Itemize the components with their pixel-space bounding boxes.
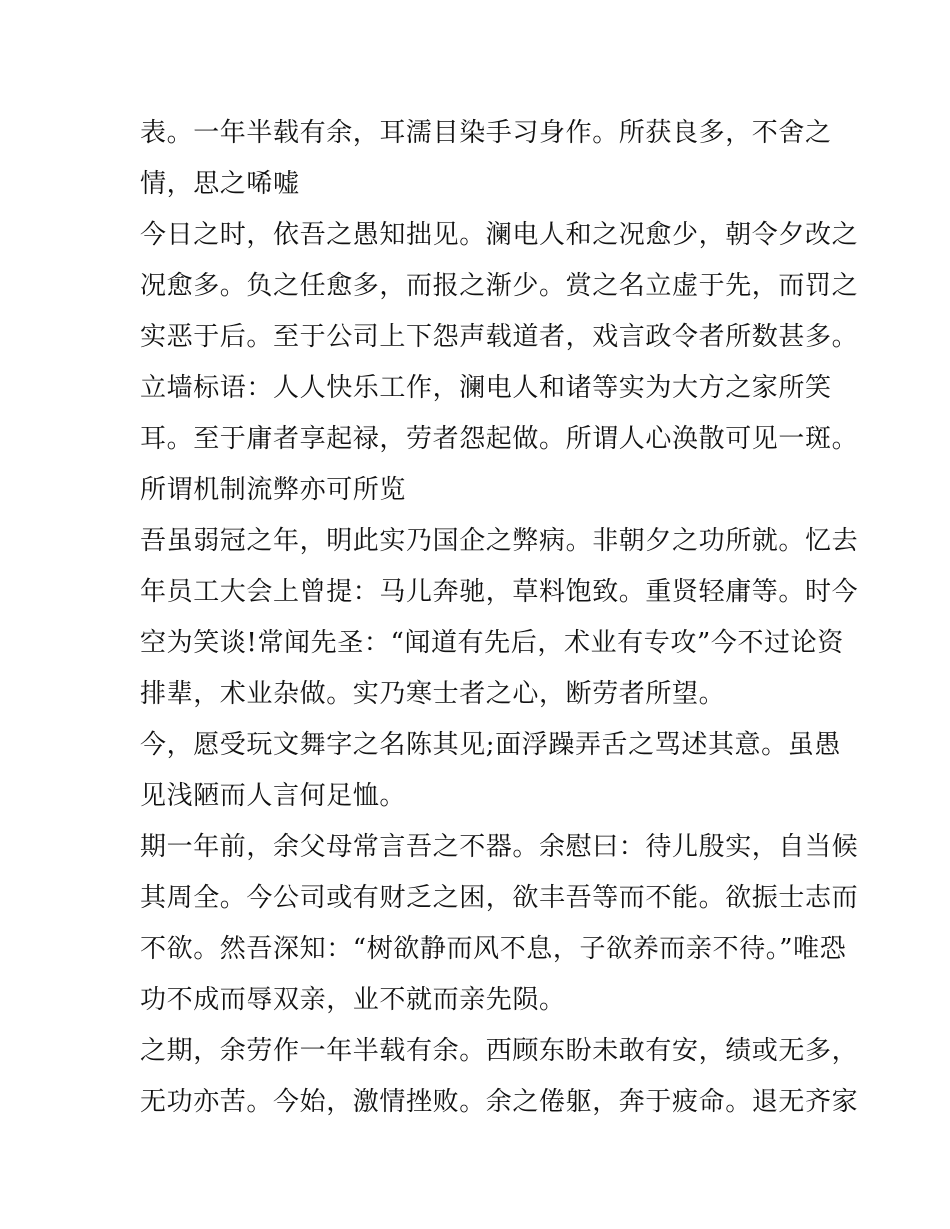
text-line: 年员工大会上曾提：马儿奔驰，草料饱致。重贤轻庸等。时今 bbox=[140, 577, 859, 607]
text-line: 期一年前，余父母常言吾之不器。余慰曰：待儿殷实，自当候 bbox=[140, 832, 859, 862]
text-line: 见浅陋而人言何足恤。 bbox=[140, 781, 407, 811]
text-line: 排辈，术业杂做。实乃寒士者之心，断劳者所望。 bbox=[140, 679, 726, 709]
text-line: 耳。至于庸者享起禄，劳者怨起做。所谓人心涣散可见一斑。 bbox=[140, 424, 859, 454]
text-line: 立墙标语：人人快乐工作，澜电人和诸等实为大方之家所笑 bbox=[140, 373, 832, 403]
text-line: 实恶于后。至于公司上下怨声载道者，戏言政令者所数甚多。 bbox=[140, 322, 859, 352]
text-line: 今日之时，依吾之愚知拙见。澜电人和之况愈少，朝令夕改之 bbox=[140, 220, 859, 250]
text-line: 况愈多。负之任愈多，而报之渐少。赏之名立虚于先，而罚之 bbox=[140, 271, 859, 301]
text-line: 其周全。今公司或有财乏之困，欲丰吾等而不能。欲振士志而 bbox=[140, 883, 859, 913]
text-line: 之期，余劳作一年半载有余。西顾东盼未敢有安，绩或无多， bbox=[140, 1036, 859, 1066]
text-line: 功不成而辱双亲，业不就而亲先陨。 bbox=[140, 985, 566, 1015]
text-line: 不欲。然吾深知：“树欲静而风不息，子欲养而亲不待。”唯恐 bbox=[140, 934, 847, 964]
text-line: 无功亦苦。今始，激情挫败。余之倦躯，奔于疲命。退无齐家 bbox=[140, 1087, 859, 1117]
text-line: 情，思之唏嘘 bbox=[140, 169, 300, 199]
text-line: 表。一年半载有余，耳濡目染手习身作。所获良多，不舍之 bbox=[140, 118, 832, 148]
document-body bbox=[140, 108, 859, 1128]
text-line: 所谓机制流弊亦可所览 bbox=[140, 475, 407, 505]
text-line: 吾虽弱冠之年，明此实乃国企之弊病。非朝夕之功所就。忆去 bbox=[140, 526, 859, 556]
text-line: 今，愿受玩文舞字之名陈其见;面浮躁弄舌之骂述其意。虽愚 bbox=[140, 730, 841, 760]
text-line: 空为笑谈!常闻先圣：“闻道有先后，术业有专攻”今不过论资 bbox=[140, 628, 844, 658]
